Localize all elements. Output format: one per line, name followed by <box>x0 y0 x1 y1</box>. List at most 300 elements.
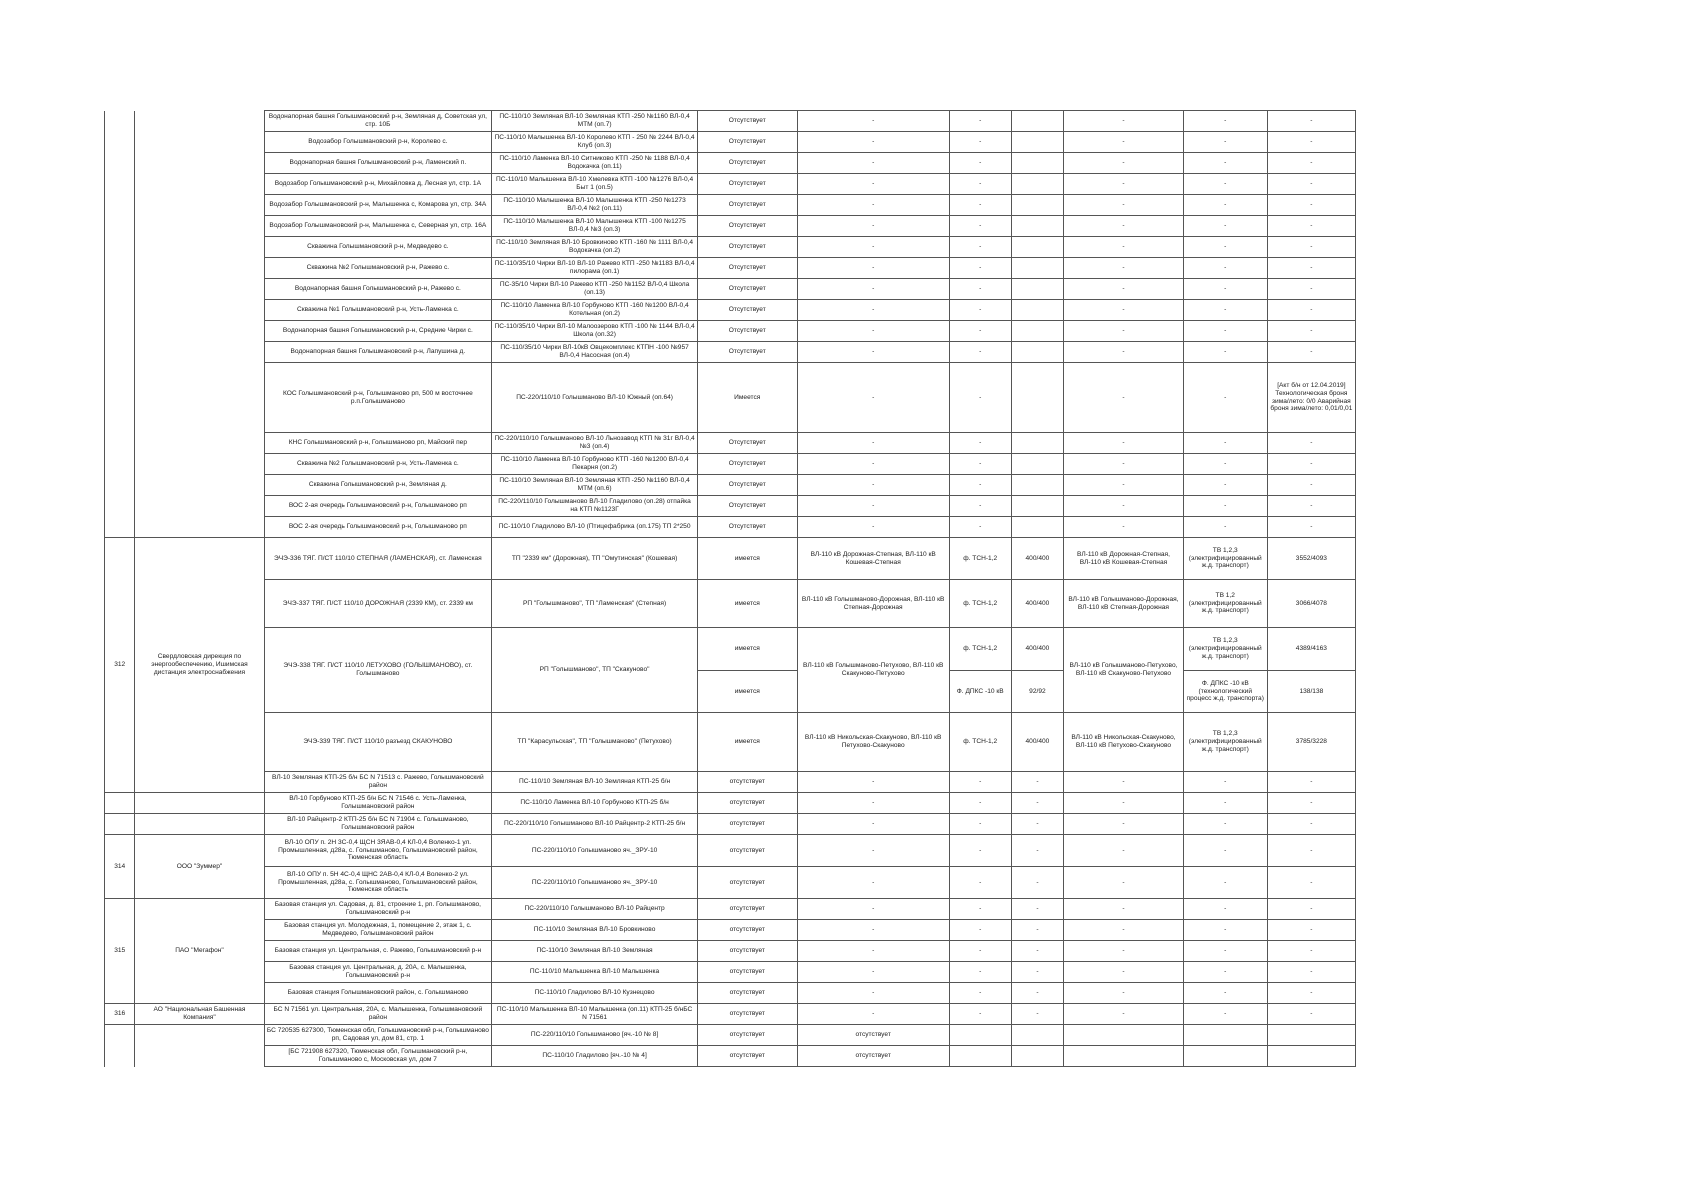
cell-obj: КОС Голышмановский р-н, Голышманово рп, 500 м восточнее р.п.Голышманово <box>264 363 492 433</box>
cell-c9: - <box>1183 772 1267 793</box>
cell-obj: ЭЧЭ-337 ТЯГ. П/СТ 110/10 ДОРОЖНАЯ (2339 КМ), ст. 2339 км <box>264 580 492 628</box>
table-row <box>105 195 1356 216</box>
cell-status: отсутствует <box>697 1004 797 1025</box>
cell-c10: - <box>1267 772 1355 793</box>
table-row <box>105 216 1356 237</box>
cell-c8: - <box>1064 814 1184 835</box>
cell-c5: - <box>797 174 949 195</box>
cell-c5: - <box>797 111 949 132</box>
table-row <box>105 517 1356 538</box>
cell-c9: - <box>1183 153 1267 174</box>
cell-c5: - <box>797 300 949 321</box>
cell-org <box>135 814 264 835</box>
cell-c10: 4389/4163 <box>1267 628 1355 671</box>
cell-status: Отсутствует <box>697 496 797 517</box>
cell-c5: - <box>797 1004 949 1025</box>
cell-ps: ПС-110/10 Малышенка ВЛ-10 Малышенка (оп.11) КТП-25 б/нБС N 71561 <box>492 1004 698 1025</box>
cell-status: Отсутствует <box>697 475 797 496</box>
cell-c8: - <box>1064 772 1184 793</box>
cell-c9: - <box>1183 195 1267 216</box>
cell-status: Отсутствует <box>697 454 797 475</box>
cell-c7 <box>1011 496 1063 517</box>
cell-c9: - <box>1183 814 1267 835</box>
cell-n: 315 <box>105 899 135 1004</box>
cell-obj: ВЛ-10 Земляная КТП-25 б/н БС N 71513 с. Ражево, Голышмановский район <box>264 772 492 793</box>
cell-obj: Водонапорная башня Голышмановский р-н, Лапушина д. <box>264 342 492 363</box>
cell-c6 <box>949 1025 1011 1046</box>
cell-ps: ПС-110/10 Гладилово ВЛ-10 (Птицефабрика (оп.175) ТП 2*250 <box>492 517 698 538</box>
cell-ps: ПС-110/10 Земляная ВЛ-10 Земляная <box>492 941 698 962</box>
cell-c8: - <box>1064 433 1184 454</box>
cell-c7 <box>1011 433 1063 454</box>
cell-c5: - <box>797 920 949 941</box>
cell-c8: - <box>1064 363 1184 433</box>
cell-c9: - <box>1183 867 1267 899</box>
table-row <box>105 496 1356 517</box>
cell-ps: ТП "2339 км" (Дорожная), ТП "Омутинская" (Кошевая) <box>492 538 698 580</box>
table-row <box>105 1025 1356 1046</box>
cell-c6: - <box>949 279 1011 300</box>
cell-obj: Водонапорная башня Голышмановский р-н, Ламенский п. <box>264 153 492 174</box>
cell-c5: - <box>797 321 949 342</box>
table-row <box>105 321 1356 342</box>
cell-status: отсутствует <box>697 867 797 899</box>
cell-status: Отсутствует <box>697 517 797 538</box>
cell-c7: - <box>1011 867 1063 899</box>
cell-c5: ВЛ-110 кВ Никольская-Скакуново, ВЛ-110 кВ Петухово-Скакуново <box>797 713 949 772</box>
cell-c9: - <box>1183 962 1267 983</box>
table-row <box>105 920 1356 941</box>
cell-c7 <box>1011 174 1063 195</box>
cell-obj: [БС 721908 627320, Тюменская обл, Голышмановский р-н, Голышманово с, Московская ул, дом 7 <box>264 1046 492 1067</box>
cell-c9 <box>1183 1046 1267 1067</box>
cell-c8: - <box>1064 793 1184 814</box>
cell-c7 <box>1011 237 1063 258</box>
cell-c8: - <box>1064 216 1184 237</box>
cell-c7 <box>1011 342 1063 363</box>
cell-c9: - <box>1183 1004 1267 1025</box>
cell-status: имеется <box>697 628 797 671</box>
cell-c8: - <box>1064 237 1184 258</box>
cell-c10: - <box>1267 814 1355 835</box>
cell-c7: - <box>1011 983 1063 1004</box>
cell-c6: ф. ТСН-1,2 <box>949 580 1011 628</box>
table-row <box>105 258 1356 279</box>
cell-c10: - <box>1267 237 1355 258</box>
cell-c8: ВЛ-110 кВ Никольская-Скакуново, ВЛ-110 кВ Петухово-Скакуново <box>1064 713 1184 772</box>
cell-c6: - <box>949 835 1011 867</box>
cell-c7: - <box>1011 835 1063 867</box>
cell-c7 <box>1011 300 1063 321</box>
cell-c10 <box>1267 1046 1355 1067</box>
cell-c6: - <box>949 867 1011 899</box>
cell-c6: - <box>949 342 1011 363</box>
cell-c6: - <box>949 363 1011 433</box>
cell-c8: - <box>1064 321 1184 342</box>
cell-ps: РП "Голышманово", ТП "Скакуново" <box>492 628 698 713</box>
cell-status: отсутствует <box>697 835 797 867</box>
cell-c7: - <box>1011 962 1063 983</box>
cell-c6: - <box>949 496 1011 517</box>
cell-c9: - <box>1183 321 1267 342</box>
table-row <box>105 580 1356 628</box>
cell-c5: - <box>797 517 949 538</box>
cell-ps: ПС-220/110/10 Голышманово [яч.-10 № 8] <box>492 1025 698 1046</box>
cell-obj: Скважина Голышмановский р-н, Медведево с. <box>264 237 492 258</box>
cell-status: отсутствует <box>697 814 797 835</box>
cell-status: Отсутствует <box>697 216 797 237</box>
cell-c10: - <box>1267 962 1355 983</box>
table-row <box>105 962 1356 983</box>
cell-obj: Водозабор Голышмановский р-н, Малышенка с, Комарова ул, стр. 34А <box>264 195 492 216</box>
cell-obj: Водонапорная башня Голышмановский р-н, Средние Чирки с. <box>264 321 492 342</box>
cell-c6: - <box>949 174 1011 195</box>
cell-status: имеется <box>697 671 797 713</box>
cell-c6: - <box>949 454 1011 475</box>
cell-c7 <box>1011 132 1063 153</box>
cell-c10: - <box>1267 279 1355 300</box>
cell-c8: - <box>1064 300 1184 321</box>
cell-c5: - <box>797 475 949 496</box>
cell-c9: - <box>1183 342 1267 363</box>
cell-c6: - <box>949 195 1011 216</box>
cell-c10: 3066/4078 <box>1267 580 1355 628</box>
table-row <box>105 814 1356 835</box>
cell-c6: - <box>949 237 1011 258</box>
cell-status: Отсутствует <box>697 433 797 454</box>
cell-ps: ПС-110/10 Земляная ВЛ-10 Земляная КТП -250 №1160 ВЛ-0,4 МТМ (оп.6) <box>492 475 698 496</box>
cell-c9: - <box>1183 111 1267 132</box>
cell-c7: - <box>1011 1004 1063 1025</box>
cell-c9 <box>1183 1025 1267 1046</box>
cell-status: Отсутствует <box>697 279 797 300</box>
cell-c10: - <box>1267 867 1355 899</box>
cell-c10: - <box>1267 132 1355 153</box>
cell-c6: - <box>949 111 1011 132</box>
cell-c5: - <box>797 279 949 300</box>
cell-org <box>135 793 264 814</box>
cell-c10: - <box>1267 920 1355 941</box>
cell-status: отсутствует <box>697 772 797 793</box>
table-row <box>105 132 1356 153</box>
cell-c9: - <box>1183 496 1267 517</box>
cell-c5: - <box>797 153 949 174</box>
cell-ps: ПС-220/110/10 Голышманово ВЛ-10 Южный (оп.64) <box>492 363 698 433</box>
cell-c5: - <box>797 962 949 983</box>
cell-status: имеется <box>697 538 797 580</box>
cell-c7: - <box>1011 793 1063 814</box>
cell-c7: 400/400 <box>1011 538 1063 580</box>
cell-obj: Базовая станция ул. Центральная, с. Ражево, Голышмановский р-н <box>264 941 492 962</box>
cell-c7: 400/400 <box>1011 713 1063 772</box>
table-row <box>105 342 1356 363</box>
cell-c9: - <box>1183 237 1267 258</box>
table-row <box>105 174 1356 195</box>
cell-c9: - <box>1183 899 1267 920</box>
cell-obj: Базовая станция Голышмановский район, с. Голышманово <box>264 983 492 1004</box>
cell-c10: - <box>1267 475 1355 496</box>
table-row <box>105 713 1356 772</box>
cell-c8: - <box>1064 111 1184 132</box>
cell-c5: - <box>797 433 949 454</box>
cell-c5: - <box>797 216 949 237</box>
cell-c7: - <box>1011 941 1063 962</box>
cell-c5: - <box>797 941 949 962</box>
cell-ps: ПС-110/10 Малышенка ВЛ-10 Малышенка КТП -250 №1273 ВЛ-0,4 №2 (оп.11) <box>492 195 698 216</box>
cell-n <box>105 793 135 814</box>
cell-obj: Скважина №1 Голышмановский р-н, Усть-Ламенка с. <box>264 300 492 321</box>
cell-status: Отсутствует <box>697 321 797 342</box>
cell-obj: Водонапорная башня Голышмановский р-н, Земляная д, Советская ул, стр. 10Б <box>264 111 492 132</box>
cell-c5: - <box>797 814 949 835</box>
cell-c9: - <box>1183 363 1267 433</box>
cell-ps: ПС-110/10 Малышенка ВЛ-10 Хмелевка КТП -100 №1276 ВЛ-0,4 Быт 1 (оп.5) <box>492 174 698 195</box>
cell-obj: ВЛ-10 ОПУ п. 2Н 3С-0,4 ЩСН 3ЯАВ-0,4 КЛ-0,4 Воленко-1 ул. Промышленная, д28а, с. Голышманово, Голышмановский район, Тюменская область <box>264 835 492 867</box>
cell-c8: - <box>1064 941 1184 962</box>
cell-c7 <box>1011 363 1063 433</box>
cell-c6: - <box>949 1004 1011 1025</box>
cell-obj: ВЛ-10 Горбуново КТП-25 б/н БС N 71546 с. Усть-Ламенка, Голышмановский район <box>264 793 492 814</box>
cell-obj: БС N 71561 ул. Центральная, 20А, с. Малышенка, Голышмановский район <box>264 1004 492 1025</box>
cell-status: Отсутствует <box>697 111 797 132</box>
cell-c9: - <box>1183 793 1267 814</box>
table-row <box>105 867 1356 899</box>
cell-obj: Базовая станция ул. Центральная, д. 20А, с. Малышенка, Голышмановский р-н <box>264 962 492 983</box>
cell-c8: - <box>1064 342 1184 363</box>
cell-c7: - <box>1011 814 1063 835</box>
cell-c5: - <box>797 983 949 1004</box>
cell-ps: ПС-110/35/10 Чирки ВЛ-10кВ Овцекомплекс КТПН -100 №957 ВЛ-0,4 Насосная (оп.4) <box>492 342 698 363</box>
cell-c8: - <box>1064 153 1184 174</box>
cell-c10: 3785/3228 <box>1267 713 1355 772</box>
cell-c9: - <box>1183 475 1267 496</box>
cell-n <box>105 814 135 835</box>
cell-c10: - <box>1267 433 1355 454</box>
cell-c8: ВЛ-110 кВ Дорожная-Степная, ВЛ-110 кВ Кошевая-Степная <box>1064 538 1184 580</box>
cell-c9: Ф. ДПКС -10 кВ (технологический процесс ж.д. транспорта) <box>1183 671 1267 713</box>
cell-status: Отсутствует <box>697 174 797 195</box>
cell-c5: ВЛ-110 кВ Голышманово-Дорожная, ВЛ-110 кВ Степная-Дорожная <box>797 580 949 628</box>
cell-ps: ПС-110/10 Малышенка ВЛ-10 Королево КТП - 250 № 2244 ВЛ-0,4 Клуб (оп.3) <box>492 132 698 153</box>
cell-c6: - <box>949 899 1011 920</box>
cell-ps: ТП "Карасульская", ТП "Голышманово" (Петухово) <box>492 713 698 772</box>
cell-c8: - <box>1064 867 1184 899</box>
cell-c7 <box>1011 258 1063 279</box>
cell-c5: - <box>797 793 949 814</box>
cell-c6: - <box>949 941 1011 962</box>
cell-c10: - <box>1267 321 1355 342</box>
table-row <box>105 1004 1356 1025</box>
cell-c8: - <box>1064 279 1184 300</box>
cell-c9: - <box>1183 835 1267 867</box>
cell-c8: ВЛ-110 кВ Голышманово-Петухово, ВЛ-110 кВ Скакуново-Петухово <box>1064 628 1184 713</box>
table-row <box>105 300 1356 321</box>
cell-c10: - <box>1267 793 1355 814</box>
cell-n: 312 <box>105 538 135 793</box>
cell-ps: ПС-110/10 Малышенка ВЛ-10 Малышенка КТП -100 №1275 ВЛ-0,4 №3 (оп.3) <box>492 216 698 237</box>
cell-c5: - <box>797 342 949 363</box>
cell-c8: - <box>1064 983 1184 1004</box>
table-row <box>105 538 1356 580</box>
cell-ps: ПС-220/110/10 Голышманово ВЛ-10 Льнозавод КТП № 31г ВЛ-0,4 №3 (оп.4) <box>492 433 698 454</box>
cell-c6: - <box>949 920 1011 941</box>
cell-c8: - <box>1064 1004 1184 1025</box>
cell-obj: ВОС 2-ая очередь Голышмановский р-н, Голышманово рп <box>264 496 492 517</box>
cell-c10: - <box>1267 300 1355 321</box>
cell-c9: - <box>1183 920 1267 941</box>
cell-obj: ЭЧЭ-339 ТЯГ. П/СТ 110/10 разъезд СКАКУНОВО <box>264 713 492 772</box>
cell-status: Отсутствует <box>697 195 797 216</box>
cell-status: отсутствует <box>697 899 797 920</box>
cell-status: Отсутствует <box>697 258 797 279</box>
cell-c10: - <box>1267 835 1355 867</box>
cell-ps: ПС-35/10 Чирки ВЛ-10 Ражево КТП -250 №1152 ВЛ-0,4 Школа (оп.13) <box>492 279 698 300</box>
cell-ps: ПС-110/10 Земляная ВЛ-10 Бровкиново <box>492 920 698 941</box>
cell-c9: ТВ 1,2 (электрифицированный ж.д. транспорт) <box>1183 580 1267 628</box>
cell-status: Отсутствует <box>697 153 797 174</box>
cell-c8: - <box>1064 835 1184 867</box>
cell-c7 <box>1011 321 1063 342</box>
cell-c10: - <box>1267 454 1355 475</box>
cell-c10: - <box>1267 983 1355 1004</box>
cell-c8: - <box>1064 132 1184 153</box>
cell-status: отсутствует <box>697 941 797 962</box>
cell-obj: ВЛ-10 ОПУ п. 5Н 4С-0,4 ЩНС 2АВ-0,4 КЛ-0,4 Воленко-2 ул. Промышленная, д28а, с. Голышманово, Голышмановский район, Тюменская область <box>264 867 492 899</box>
cell-c7: 92/92 <box>1011 671 1063 713</box>
cell-c8: - <box>1064 475 1184 496</box>
cell-status: Отсутствует <box>697 342 797 363</box>
cell-c5: отсутствует <box>797 1025 949 1046</box>
table-row <box>105 983 1356 1004</box>
cell-ps: ПС-220/110/10 Голышманово яч._ЗРУ-10 <box>492 835 698 867</box>
table-row <box>105 899 1356 920</box>
table-row <box>105 1046 1356 1067</box>
cell-obj: Водозабор Голышмановский р-н, Королево с. <box>264 132 492 153</box>
cell-c6: - <box>949 962 1011 983</box>
cell-ps: ПС-220/110/10 Голышманово ВЛ-10 Гладилово (оп.28) отпайка на КТП №1123Г <box>492 496 698 517</box>
cell-c6: - <box>949 433 1011 454</box>
cell-c6: - <box>949 216 1011 237</box>
cell-c9: - <box>1183 983 1267 1004</box>
energy-objects-table <box>104 110 1356 1067</box>
cell-c8: - <box>1064 920 1184 941</box>
cell-c9: - <box>1183 279 1267 300</box>
cell-c10: - <box>1267 195 1355 216</box>
cell-c6: - <box>949 321 1011 342</box>
cell-ps: ПС-220/110/10 Голышманово яч._ЗРУ-10 <box>492 867 698 899</box>
cell-status: отсутствует <box>697 793 797 814</box>
cell-ps: ПС-110/10 Земляная ВЛ-10 Бровкиново КТП -160 № 1111 ВЛ-0,4 Водокачка (оп.2) <box>492 237 698 258</box>
table-row <box>105 433 1356 454</box>
cell-obj: Скважина Голышмановский р-н, Земляная д. <box>264 475 492 496</box>
cell-ps: ПС-220/110/10 Голышманово ВЛ-10 Райцентр-2 КТП-25 б/н <box>492 814 698 835</box>
cell-status: отсутствует <box>697 962 797 983</box>
cell-c7 <box>1011 153 1063 174</box>
cell-c7 <box>1011 454 1063 475</box>
cell-c8: - <box>1064 496 1184 517</box>
cell-c8 <box>1064 1046 1184 1067</box>
cell-c5: ВЛ-110 кВ Голышманово-Петухово, ВЛ-110 кВ Скакуново-Петухово <box>797 628 949 713</box>
cell-status: имеется <box>697 713 797 772</box>
cell-c9: - <box>1183 941 1267 962</box>
cell-c7 <box>1011 475 1063 496</box>
cell-c5: - <box>797 132 949 153</box>
cell-ps: ПС-220/110/10 Голышманово ВЛ-10 Райцентр <box>492 899 698 920</box>
cell-c10: - <box>1267 174 1355 195</box>
cell-obj: Водозабор Голышмановский р-н, Михайловка д, Лесная ул, стр. 1А <box>264 174 492 195</box>
cell-ps: ПС-110/10 Гладилово [яч.-10 № 4] <box>492 1046 698 1067</box>
cell-c7 <box>1011 517 1063 538</box>
cell-org: АО "Национальная Башенная Компания" <box>135 1004 264 1025</box>
cell-status: имеется <box>697 580 797 628</box>
cell-c7: 400/400 <box>1011 580 1063 628</box>
cell-org <box>135 111 264 538</box>
cell-c8: - <box>1064 517 1184 538</box>
table-row <box>105 628 1356 671</box>
cell-c9: - <box>1183 433 1267 454</box>
cell-c5: отсутствует <box>797 1046 949 1067</box>
table-row <box>105 111 1356 132</box>
table-row <box>105 475 1356 496</box>
cell-c5: - <box>797 899 949 920</box>
cell-c7 <box>1011 216 1063 237</box>
cell-c10: - <box>1267 1004 1355 1025</box>
cell-n <box>105 1025 135 1067</box>
cell-c6: ф. ТСН-1,2 <box>949 628 1011 671</box>
cell-obj: ВОС 2-ая очередь Голышмановский р-н, Голышманово рп <box>264 517 492 538</box>
cell-c8: - <box>1064 454 1184 475</box>
cell-c6: - <box>949 517 1011 538</box>
cell-obj: Базовая станция ул. Садовая, д. 81, строение 1, рп. Голышманово, Голышмановский р-н <box>264 899 492 920</box>
cell-c6 <box>949 1046 1011 1067</box>
table-row <box>105 153 1356 174</box>
cell-ps: ПС-110/10 Земляная ВЛ-10 Земляная КТП -250 №1160 ВЛ-0,4 МТМ (оп.7) <box>492 111 698 132</box>
cell-status: Отсутствует <box>697 132 797 153</box>
cell-c6: Ф. ДПКС -10 кВ <box>949 671 1011 713</box>
table-row <box>105 363 1356 433</box>
cell-ps: ПС-110/10 Ламенка ВЛ-10 Горбуново КТП -160 №1200 ВЛ-0,4 Котельная (оп.2) <box>492 300 698 321</box>
cell-c5: - <box>797 496 949 517</box>
table-row <box>105 941 1356 962</box>
cell-c9: - <box>1183 216 1267 237</box>
cell-obj: Скважина №2 Голышмановский р-н, Усть-Ламенка с. <box>264 454 492 475</box>
cell-org: Свердловская дирекция по энергообеспечению, Ишимская дистанция электроснабжения <box>135 538 264 793</box>
cell-status: Отсутствует <box>697 300 797 321</box>
cell-c8: - <box>1064 195 1184 216</box>
cell-ps: ПС-110/10 Ламенка ВЛ-10 Горбуново КТП -160 №1200 ВЛ-0,4 Пекарня (оп.2) <box>492 454 698 475</box>
cell-c7: - <box>1011 920 1063 941</box>
cell-c6: - <box>949 983 1011 1004</box>
cell-c8: ВЛ-110 кВ Голышманово-Дорожная, ВЛ-110 кВ Степная-Дорожная <box>1064 580 1184 628</box>
cell-c7 <box>1011 1046 1063 1067</box>
cell-obj: ВЛ-10 Райцентр-2 КТП-25 б/н БС N 71904 с. Голышманово, Голышмановский район <box>264 814 492 835</box>
cell-c6: - <box>949 258 1011 279</box>
cell-obj: БС 720535 627300, Тюменская обл, Голышмановский р-н, Голышманово рп, Садовая ул, дом 81, стр. 1 <box>264 1025 492 1046</box>
cell-c10: - <box>1267 216 1355 237</box>
cell-status: отсутствует <box>697 983 797 1004</box>
cell-status: Имеется <box>697 363 797 433</box>
cell-c6: ф. ТСН-1,2 <box>949 538 1011 580</box>
cell-c5: - <box>797 363 949 433</box>
cell-c10: - <box>1267 342 1355 363</box>
cell-c5: - <box>797 835 949 867</box>
cell-org: ПАО "Мегафон" <box>135 899 264 1004</box>
cell-ps: РП "Голышманово", ТП "Ламенская" (Степная) <box>492 580 698 628</box>
cell-obj: ЭЧЭ-336 ТЯГ. П/СТ 110/10 СТЕПНАЯ (ЛАМЕНСКАЯ), ст. Ламенская <box>264 538 492 580</box>
table-row <box>105 793 1356 814</box>
cell-n: 316 <box>105 1004 135 1025</box>
cell-c6: ф. ТСН-1,2 <box>949 713 1011 772</box>
